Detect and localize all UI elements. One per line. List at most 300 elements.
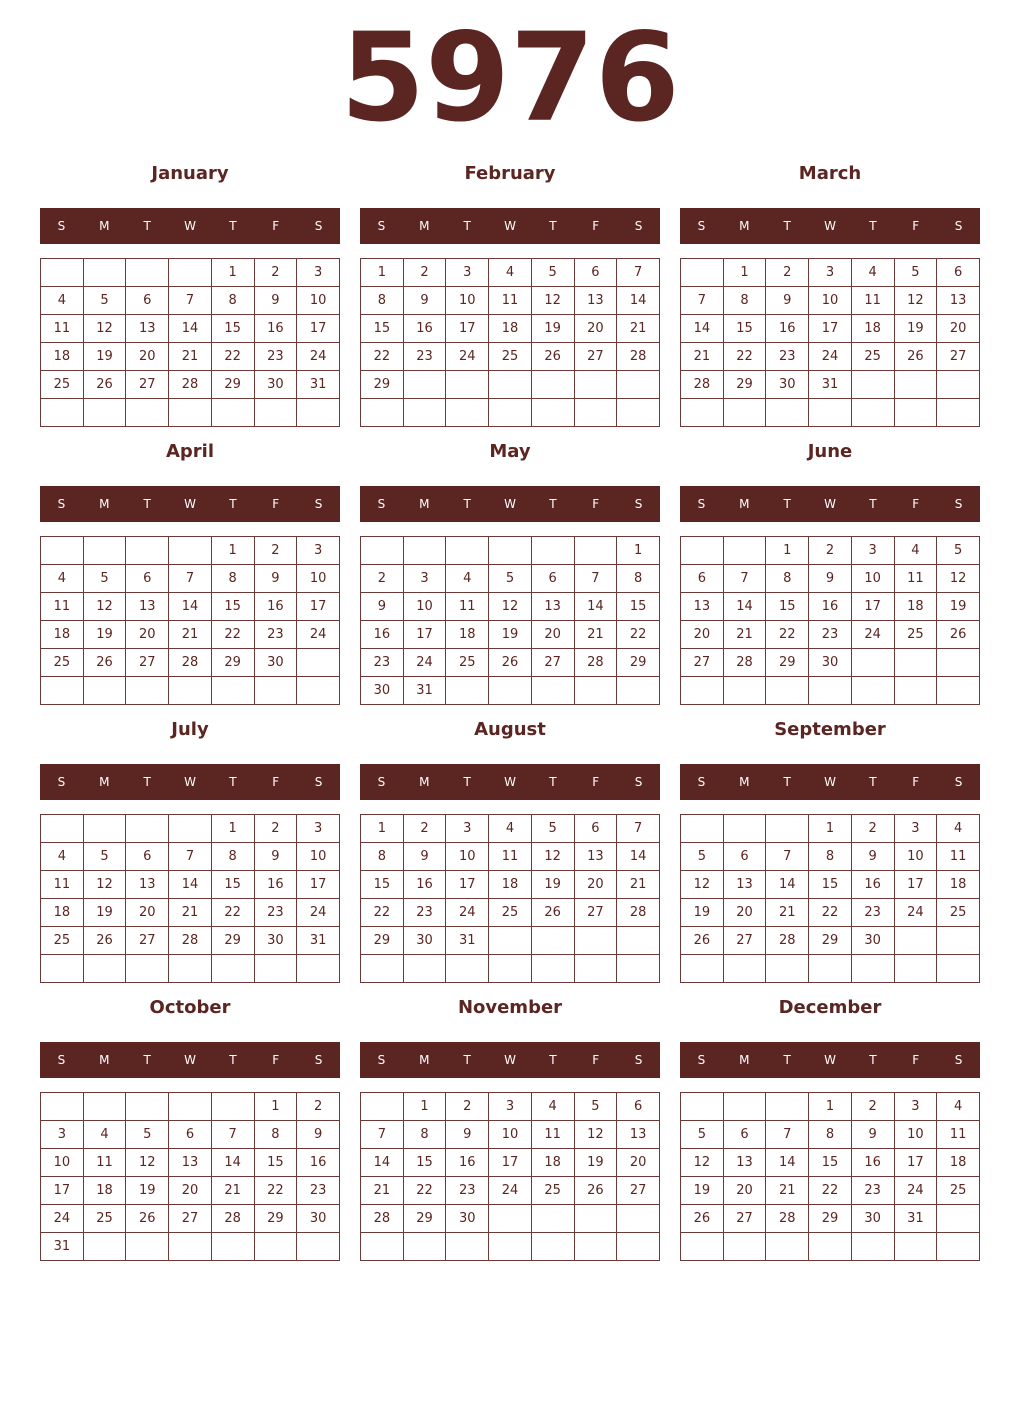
weekday-label: S <box>314 497 323 511</box>
day-cell: 22 <box>254 1177 297 1205</box>
empty-cell <box>617 1205 660 1233</box>
day-cell: 27 <box>126 371 169 399</box>
empty-cell <box>681 677 724 705</box>
weekday-label: S <box>954 1053 963 1067</box>
empty-cell <box>297 1233 340 1261</box>
day-cell: 22 <box>361 899 404 927</box>
week-row <box>361 537 660 565</box>
month-name: August <box>474 719 546 740</box>
day-cell: 8 <box>361 287 404 315</box>
day-cell: 1 <box>211 537 254 565</box>
empty-cell <box>126 677 169 705</box>
month-name: April <box>165 441 215 462</box>
day-cell: 1 <box>403 1093 446 1121</box>
empty-cell <box>489 1205 532 1233</box>
day-cell: 6 <box>723 1121 766 1149</box>
day-cell: 26 <box>531 899 574 927</box>
day-cell: 8 <box>361 843 404 871</box>
day-cell: 25 <box>446 649 489 677</box>
empty-cell <box>254 955 297 983</box>
week-row <box>41 315 340 343</box>
weekday-label: T <box>869 775 877 789</box>
empty-cell <box>851 677 894 705</box>
day-cell: 26 <box>83 371 126 399</box>
day-cell: 14 <box>766 1149 809 1177</box>
empty-cell <box>723 677 766 705</box>
weekday-label: S <box>377 1053 386 1067</box>
day-cell: 24 <box>446 899 489 927</box>
week-row <box>681 399 980 427</box>
day-cell: 5 <box>83 287 126 315</box>
weekday-label: T <box>229 775 237 789</box>
empty-cell <box>41 955 84 983</box>
day-cell: 11 <box>531 1121 574 1149</box>
day-cell: 18 <box>41 343 84 371</box>
weekday-header <box>40 486 340 522</box>
empty-cell <box>723 1233 766 1261</box>
empty-cell <box>446 1233 489 1261</box>
weekday-label: M <box>739 497 750 511</box>
day-cell: 20 <box>723 1177 766 1205</box>
empty-cell <box>851 371 894 399</box>
empty-cell <box>851 399 894 427</box>
empty-cell <box>169 815 212 843</box>
day-cell: 9 <box>297 1121 340 1149</box>
weekday-label: T <box>143 775 151 789</box>
day-cell: 25 <box>937 899 980 927</box>
day-cell: 17 <box>489 1149 532 1177</box>
day-cell: 30 <box>809 649 852 677</box>
day-cell: 26 <box>894 343 937 371</box>
weekday-header <box>360 1042 660 1078</box>
day-cell: 13 <box>723 1149 766 1177</box>
day-cell: 5 <box>894 259 937 287</box>
day-cell: 4 <box>41 843 84 871</box>
day-cell: 15 <box>361 871 404 899</box>
day-cell: 23 <box>254 899 297 927</box>
week-row <box>681 815 980 843</box>
day-cell: 25 <box>531 1177 574 1205</box>
week-row <box>681 843 980 871</box>
day-cell: 30 <box>446 1205 489 1233</box>
day-cell: 28 <box>681 371 724 399</box>
day-cell: 11 <box>83 1149 126 1177</box>
week-row <box>361 1205 660 1233</box>
weekday-label: F <box>912 775 920 789</box>
day-cell: 23 <box>254 621 297 649</box>
month-name: May <box>489 441 531 462</box>
day-cell: 26 <box>574 1177 617 1205</box>
weekday-label: M <box>99 775 110 789</box>
weekday-label: S <box>634 775 643 789</box>
empty-cell <box>83 677 126 705</box>
day-cell: 3 <box>297 259 340 287</box>
empty-cell <box>531 955 574 983</box>
day-cell: 30 <box>403 927 446 955</box>
weekday-label: W <box>184 775 196 789</box>
weekday-label: S <box>634 497 643 511</box>
week-row <box>361 259 660 287</box>
empty-cell <box>489 371 532 399</box>
week-row <box>681 1093 980 1121</box>
empty-cell <box>851 1233 894 1261</box>
empty-cell <box>681 537 724 565</box>
day-cell: 4 <box>83 1121 126 1149</box>
day-cell: 23 <box>766 343 809 371</box>
day-cell: 15 <box>211 871 254 899</box>
empty-cell <box>83 399 126 427</box>
empty-cell <box>681 955 724 983</box>
weekday-label: S <box>697 1053 706 1067</box>
day-cell: 7 <box>574 565 617 593</box>
day-grid <box>680 814 980 983</box>
empty-cell <box>41 537 84 565</box>
weekday-label: T <box>463 219 471 233</box>
day-cell: 29 <box>211 927 254 955</box>
day-cell: 19 <box>83 343 126 371</box>
day-cell: 25 <box>489 899 532 927</box>
empty-cell <box>83 815 126 843</box>
day-cell: 28 <box>723 649 766 677</box>
day-cell: 19 <box>681 1177 724 1205</box>
empty-cell <box>169 1233 212 1261</box>
day-cell: 21 <box>766 899 809 927</box>
empty-cell <box>617 1233 660 1261</box>
day-cell: 1 <box>254 1093 297 1121</box>
day-cell: 7 <box>169 565 212 593</box>
day-cell: 15 <box>361 315 404 343</box>
day-cell: 16 <box>446 1149 489 1177</box>
empty-cell <box>531 399 574 427</box>
weekday-label: S <box>57 775 66 789</box>
day-cell: 24 <box>297 343 340 371</box>
empty-cell <box>297 399 340 427</box>
empty-cell <box>446 371 489 399</box>
day-cell: 24 <box>403 649 446 677</box>
day-cell: 24 <box>851 621 894 649</box>
weekday-label: T <box>783 219 791 233</box>
day-cell: 21 <box>617 871 660 899</box>
empty-cell <box>766 955 809 983</box>
week-row <box>41 899 340 927</box>
day-cell: 16 <box>851 871 894 899</box>
empty-cell <box>937 371 980 399</box>
day-cell: 6 <box>126 287 169 315</box>
weekday-label: T <box>549 1053 557 1067</box>
empty-cell <box>574 537 617 565</box>
day-cell: 15 <box>403 1149 446 1177</box>
weekday-label: S <box>954 775 963 789</box>
day-cell: 18 <box>489 315 532 343</box>
day-cell: 15 <box>617 593 660 621</box>
day-cell: 15 <box>809 871 852 899</box>
day-cell: 14 <box>169 871 212 899</box>
day-cell: 24 <box>894 1177 937 1205</box>
day-cell: 11 <box>489 287 532 315</box>
day-cell: 30 <box>254 649 297 677</box>
week-row <box>41 1177 340 1205</box>
day-cell: 10 <box>297 287 340 315</box>
day-cell: 12 <box>937 565 980 593</box>
day-cell: 20 <box>617 1149 660 1177</box>
empty-cell <box>937 649 980 677</box>
empty-cell <box>254 677 297 705</box>
week-row <box>681 315 980 343</box>
day-cell: 18 <box>531 1149 574 1177</box>
day-cell: 9 <box>254 287 297 315</box>
empty-cell <box>809 399 852 427</box>
day-cell: 16 <box>297 1149 340 1177</box>
week-row <box>681 1233 980 1261</box>
empty-cell <box>126 537 169 565</box>
day-cell: 1 <box>361 815 404 843</box>
day-cell: 8 <box>809 843 852 871</box>
weekday-label: S <box>634 219 643 233</box>
weekday-header <box>680 208 980 244</box>
day-cell: 25 <box>489 343 532 371</box>
day-cell: 11 <box>489 843 532 871</box>
week-row <box>41 1233 340 1261</box>
day-cell: 2 <box>254 259 297 287</box>
empty-cell <box>809 677 852 705</box>
empty-cell <box>937 1205 980 1233</box>
day-cell: 9 <box>403 843 446 871</box>
weekday-label: T <box>549 775 557 789</box>
empty-cell <box>446 955 489 983</box>
day-cell: 10 <box>41 1149 84 1177</box>
day-cell: 19 <box>894 315 937 343</box>
weekday-label: T <box>783 775 791 789</box>
week-row <box>681 259 980 287</box>
day-cell: 20 <box>126 899 169 927</box>
day-cell: 5 <box>126 1121 169 1149</box>
week-row <box>41 593 340 621</box>
weekday-label: S <box>697 775 706 789</box>
day-cell: 22 <box>809 899 852 927</box>
day-cell: 17 <box>894 871 937 899</box>
weekday-label: F <box>592 775 600 789</box>
empty-cell <box>446 677 489 705</box>
day-cell: 15 <box>809 1149 852 1177</box>
day-cell: 3 <box>41 1121 84 1149</box>
day-cell: 9 <box>254 843 297 871</box>
day-cell: 26 <box>531 343 574 371</box>
weekday-label: S <box>634 1053 643 1067</box>
weekday-label: W <box>824 1053 836 1067</box>
empty-cell <box>617 955 660 983</box>
empty-cell <box>126 259 169 287</box>
day-cell: 20 <box>126 621 169 649</box>
empty-cell <box>574 955 617 983</box>
weekday-label: T <box>869 219 877 233</box>
empty-cell <box>297 955 340 983</box>
empty-cell <box>211 677 254 705</box>
day-cell: 25 <box>83 1205 126 1233</box>
empty-cell <box>574 927 617 955</box>
day-cell: 21 <box>169 343 212 371</box>
empty-cell <box>937 399 980 427</box>
day-cell: 16 <box>809 593 852 621</box>
day-cell: 5 <box>681 843 724 871</box>
week-row <box>361 1233 660 1261</box>
day-cell: 20 <box>937 315 980 343</box>
day-cell: 9 <box>254 565 297 593</box>
weekday-label: T <box>869 497 877 511</box>
day-cell: 11 <box>41 593 84 621</box>
day-cell: 29 <box>254 1205 297 1233</box>
day-cell: 20 <box>169 1177 212 1205</box>
day-cell: 21 <box>617 315 660 343</box>
empty-cell <box>169 677 212 705</box>
weekday-label: F <box>912 219 920 233</box>
weekday-label: M <box>419 497 430 511</box>
day-cell: 1 <box>809 1093 852 1121</box>
weekday-label: S <box>57 1053 66 1067</box>
day-cell: 31 <box>403 677 446 705</box>
day-cell: 7 <box>617 815 660 843</box>
empty-cell <box>851 955 894 983</box>
empty-cell <box>681 259 724 287</box>
day-cell: 23 <box>809 621 852 649</box>
empty-cell <box>489 1233 532 1261</box>
day-cell: 19 <box>937 593 980 621</box>
weekday-label: F <box>592 1053 600 1067</box>
day-cell: 14 <box>617 843 660 871</box>
weekday-label: M <box>739 1053 750 1067</box>
week-row <box>361 287 660 315</box>
weekday-label: S <box>954 219 963 233</box>
day-cell: 6 <box>169 1121 212 1149</box>
empty-cell <box>766 815 809 843</box>
day-cell: 21 <box>169 899 212 927</box>
week-row <box>681 871 980 899</box>
empty-cell <box>361 1093 404 1121</box>
day-cell: 6 <box>126 843 169 871</box>
day-cell: 2 <box>851 815 894 843</box>
empty-cell <box>489 927 532 955</box>
week-row <box>361 399 660 427</box>
day-cell: 13 <box>126 871 169 899</box>
empty-cell <box>894 927 937 955</box>
day-cell: 4 <box>531 1093 574 1121</box>
day-cell: 22 <box>361 343 404 371</box>
empty-cell <box>169 259 212 287</box>
day-grid <box>680 536 980 705</box>
week-row <box>41 955 340 983</box>
week-row <box>41 399 340 427</box>
empty-cell <box>403 399 446 427</box>
day-cell: 13 <box>574 287 617 315</box>
day-cell: 18 <box>41 621 84 649</box>
weekday-label: W <box>824 497 836 511</box>
day-cell: 3 <box>894 815 937 843</box>
day-cell: 13 <box>574 843 617 871</box>
weekday-label: F <box>592 219 600 233</box>
day-cell: 24 <box>809 343 852 371</box>
day-grid <box>680 258 980 427</box>
day-cell: 19 <box>83 899 126 927</box>
day-cell: 5 <box>489 565 532 593</box>
day-cell: 13 <box>617 1121 660 1149</box>
month-name: March <box>798 163 862 184</box>
day-cell: 27 <box>681 649 724 677</box>
day-cell: 8 <box>766 565 809 593</box>
week-row <box>361 1093 660 1121</box>
day-cell: 28 <box>766 1205 809 1233</box>
weekday-label: S <box>314 775 323 789</box>
day-cell: 15 <box>211 593 254 621</box>
day-cell: 23 <box>361 649 404 677</box>
weekday-label: W <box>824 219 836 233</box>
day-cell: 19 <box>126 1177 169 1205</box>
day-cell: 10 <box>489 1121 532 1149</box>
weekday-label: S <box>57 497 66 511</box>
day-cell: 15 <box>766 593 809 621</box>
month-name: February <box>464 163 556 184</box>
empty-cell <box>723 537 766 565</box>
week-row <box>361 815 660 843</box>
empty-cell <box>211 1233 254 1261</box>
day-cell: 13 <box>126 593 169 621</box>
week-row <box>41 371 340 399</box>
day-cell: 7 <box>361 1121 404 1149</box>
day-cell: 14 <box>766 871 809 899</box>
day-cell: 12 <box>531 843 574 871</box>
day-cell: 1 <box>723 259 766 287</box>
day-cell: 20 <box>574 315 617 343</box>
day-cell: 16 <box>403 315 446 343</box>
week-row <box>41 871 340 899</box>
day-cell: 28 <box>574 649 617 677</box>
weekday-label: T <box>783 497 791 511</box>
day-cell: 17 <box>403 621 446 649</box>
day-cell: 3 <box>297 815 340 843</box>
empty-cell <box>489 537 532 565</box>
day-cell: 4 <box>489 259 532 287</box>
day-cell: 4 <box>937 1093 980 1121</box>
month-name: November <box>457 997 563 1018</box>
day-cell: 29 <box>766 649 809 677</box>
week-row <box>361 593 660 621</box>
weekday-label: T <box>143 1053 151 1067</box>
day-grid <box>360 814 660 983</box>
empty-cell <box>766 399 809 427</box>
day-cell: 25 <box>41 371 84 399</box>
weekday-label: S <box>314 219 323 233</box>
week-row <box>361 371 660 399</box>
day-cell: 20 <box>574 871 617 899</box>
week-row <box>681 371 980 399</box>
week-row <box>361 565 660 593</box>
weekday-label: S <box>377 775 386 789</box>
week-row <box>361 843 660 871</box>
month-name: September <box>774 719 886 740</box>
week-row <box>361 871 660 899</box>
day-cell: 16 <box>254 593 297 621</box>
day-cell: 19 <box>574 1149 617 1177</box>
day-cell: 21 <box>169 621 212 649</box>
weekday-label: M <box>419 775 430 789</box>
week-row <box>681 677 980 705</box>
day-cell: 7 <box>169 287 212 315</box>
weekday-label: F <box>272 775 280 789</box>
empty-cell <box>894 399 937 427</box>
day-cell: 9 <box>446 1121 489 1149</box>
day-cell: 7 <box>766 843 809 871</box>
day-cell: 14 <box>574 593 617 621</box>
empty-cell <box>894 649 937 677</box>
day-cell: 21 <box>723 621 766 649</box>
